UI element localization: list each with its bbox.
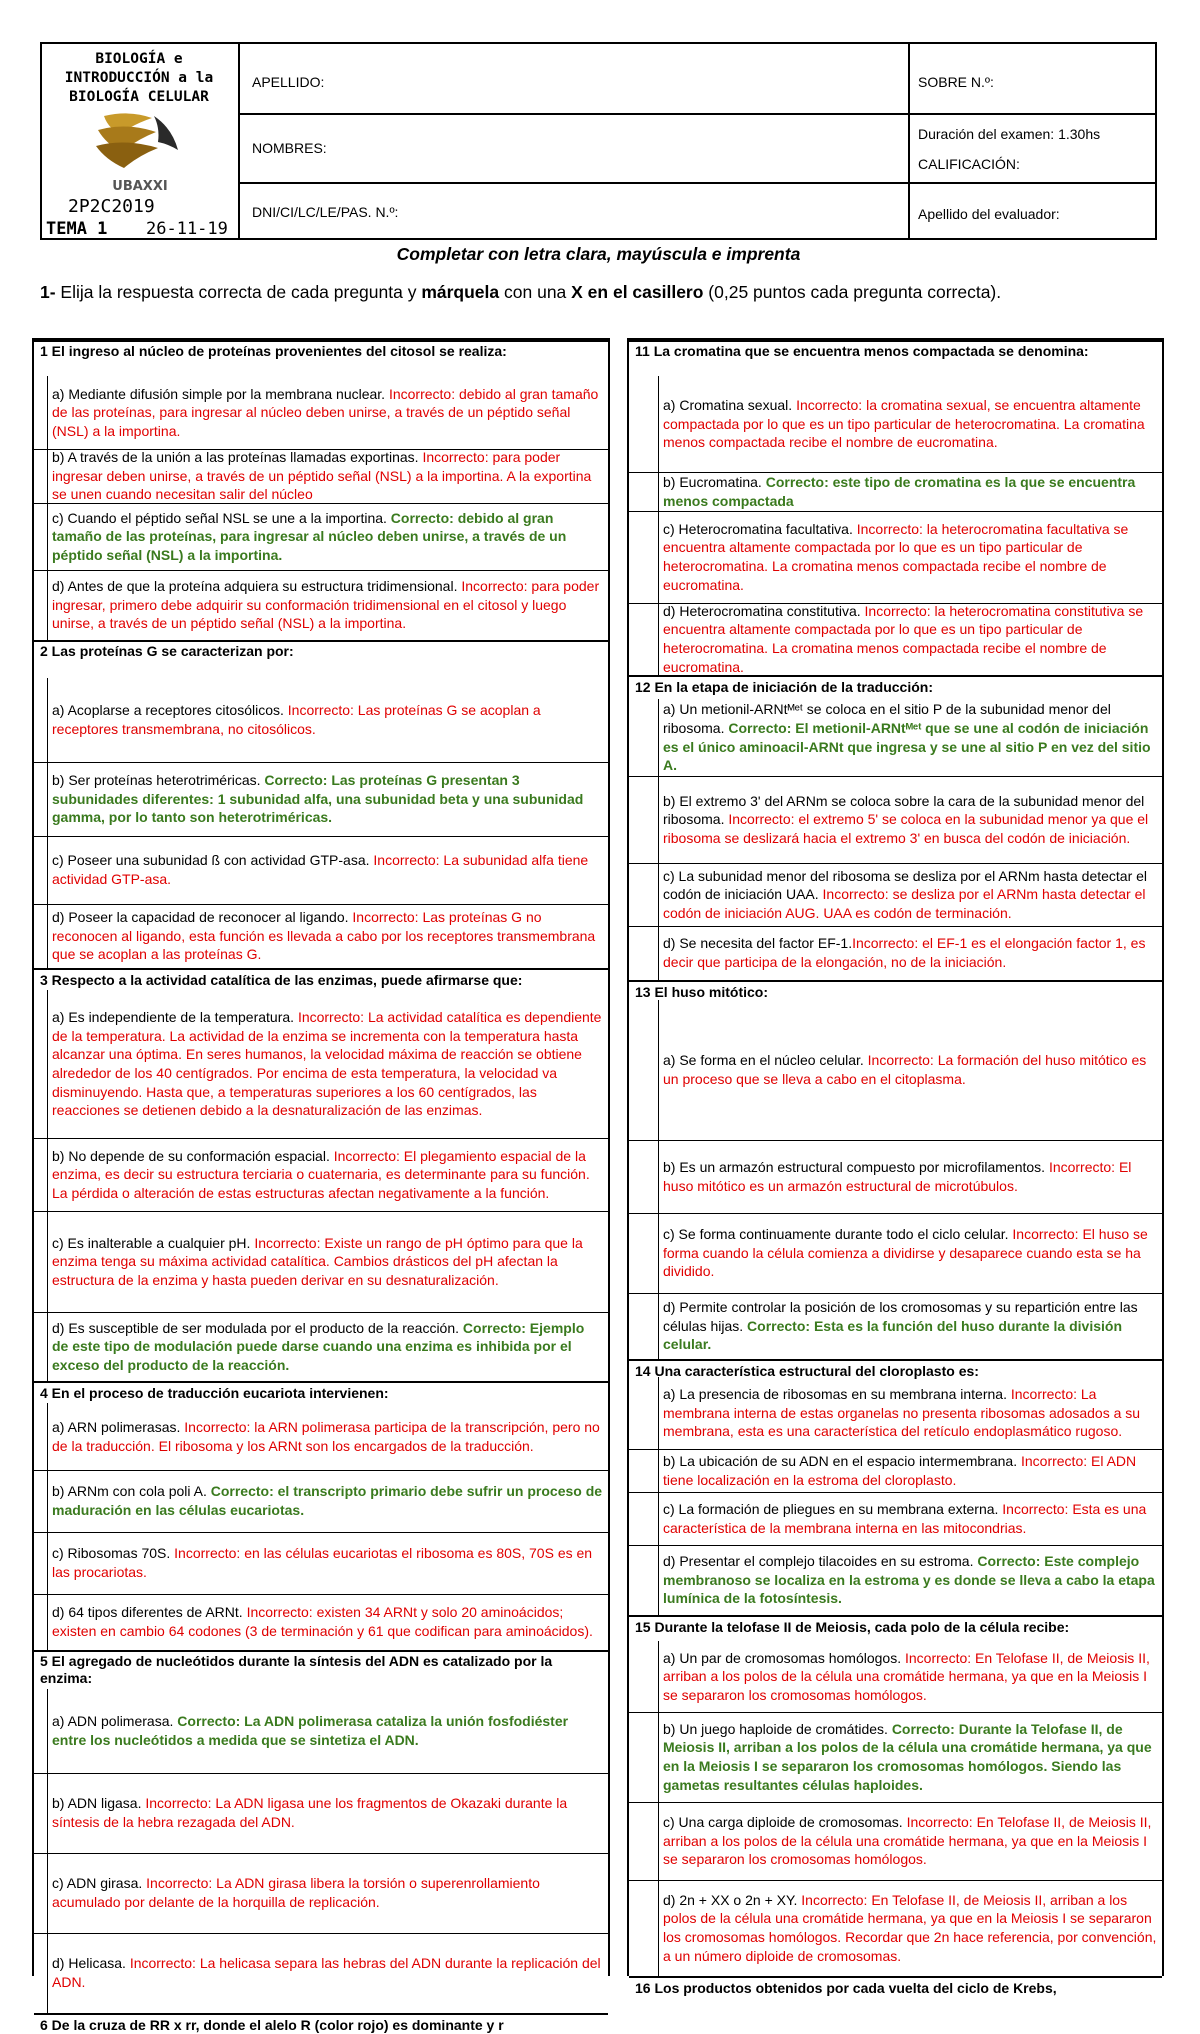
option-text: d) Heterocromatina constitutiva. xyxy=(663,602,865,619)
feedback-incorrect: Incorrecto: El huso se forma cuando la célula comienza a dividirse y desaparece cuando esta se ha dividido. xyxy=(663,1226,1148,1280)
feedback-incorrect: Incorrecto: en las células eucariotas el ribosoma es 80S, 70S es en las procariotas. xyxy=(52,1545,593,1580)
option-text: b) La ubicación de su ADN en el espacio intermembrana. xyxy=(663,1452,1021,1469)
exam-date: 26-11-19 xyxy=(146,219,228,239)
feedback-incorrect: Incorrecto: Esta es una característica de la membrana interna en las mitocondrias. xyxy=(663,1500,1147,1536)
answer-checkbox[interactable] xyxy=(34,836,48,904)
option-text: c) Poseer una subunidad ß con actividad GTP-asa. xyxy=(52,852,374,869)
option-text: a) ADN polimerasa. xyxy=(52,1713,178,1730)
option-text: b) ADN ligasa. xyxy=(52,1795,146,1812)
answer-option xyxy=(48,503,608,570)
answer-checkbox[interactable] xyxy=(34,904,48,968)
answer-option xyxy=(48,1403,608,1470)
answer-option xyxy=(659,699,1162,776)
answer-checkbox[interactable] xyxy=(629,699,659,776)
evaluador-label: Apellido del evaluador: xyxy=(918,206,1060,222)
feedback-correct: Correcto: Este complejo membranoso se localiza en la estroma y es donde se lleva a cabo la etapa lumínica de la fotosíntesis. xyxy=(663,1553,1155,1607)
feedback-incorrect: Incorrecto: La ADN girasa libera la torsión o superenrollamiento acumulado por delante de la horquilla de replicación. xyxy=(52,1875,540,1910)
question-1: 1 El ingreso al núcleo de proteínas provenientes del citosol se realiza: xyxy=(34,340,608,376)
feedback-incorrect: Incorrecto: Las proteínas G se acoplan a receptores transmembrana, no citosólicos. xyxy=(52,702,541,737)
answer-option xyxy=(48,1138,608,1211)
option-text: d) Se necesita del factor EF-1. xyxy=(663,935,853,952)
answer-option xyxy=(48,1773,608,1853)
answer-option xyxy=(659,1293,1162,1359)
option-text: d) Es susceptible de ser modulada por el producto de la reacción. xyxy=(52,1319,463,1336)
option-text: c) La subunidad menor del ribosoma se desliza por el ARNm hasta detectar el codón de iniciación UAA. xyxy=(663,867,1148,903)
option-text: a) Un par de cromosomas homólogos. xyxy=(663,1649,905,1666)
feedback-incorrect: Incorrecto: El plegamiento espacial de la enzima, es decir su estructura terciaria o cuaternaria, es determinante para su función. La pérdida o alteración de estas estructuras afectan negativamente a la función. xyxy=(52,1147,590,1201)
feedback-correct: Correcto: Ejemplo de este tipo de modulación puede darse cuando una enzima es inhibida por el exceso del producto de la reacción. xyxy=(52,1319,585,1373)
option-text: c) Heterocromatina facultativa. xyxy=(663,520,857,537)
option-text: a) Mediante difusión simple por la membrana nuclear. xyxy=(52,385,389,402)
answer-option xyxy=(48,678,608,762)
question-15: 15 Durante la telofase II de Meiosis, cada polo de la célula recibe: xyxy=(629,1615,1162,1641)
answer-checkbox[interactable] xyxy=(34,678,48,762)
feedback-incorrect: Incorrecto: el extremo 5' se coloca en la subunidad menor ya que el ribosoma se deslizará hacia el extremo 3' en busca del codón de iniciación. xyxy=(663,811,1149,846)
feedback-incorrect: Incorrecto: debido al gran tamaño de las proteínas, para ingresar al núcleo deben unirse, a través de un péptido señal (NSL) a la importina. xyxy=(52,385,599,439)
answer-checkbox[interactable] xyxy=(34,990,48,1138)
question-4: 4 En el proceso de traducción eucariota intervienen: xyxy=(34,1381,608,1403)
answer-option xyxy=(659,863,1162,926)
answer-option xyxy=(659,1377,1162,1449)
feedback-incorrect: Incorrecto: La formación del huso mitótico es un proceso que se lleva a cabo en el citoplasma. xyxy=(663,1052,1147,1087)
answer-checkbox[interactable] xyxy=(629,1449,659,1492)
answer-checkbox[interactable] xyxy=(629,926,659,980)
answer-checkbox[interactable] xyxy=(34,1853,48,1933)
answer-option xyxy=(659,926,1162,980)
option-text: c) Ribosomas 70S. xyxy=(52,1545,175,1562)
answer-option xyxy=(659,1880,1162,1976)
logo-text: UBAXXI xyxy=(112,179,168,194)
answer-option xyxy=(48,904,608,968)
answer-checkbox[interactable] xyxy=(629,376,659,472)
answer-option xyxy=(659,1140,1162,1213)
option-text: c) Se forma continuamente durante todo el ciclo celular. xyxy=(663,1226,1013,1243)
feedback-incorrect: Incorrecto: para poder ingresar, primero debe adquirir su conformación tridimensional en el citosol y luego unirse, a través de un péptido señal (NSL) a la importina. xyxy=(52,578,600,632)
answer-checkbox[interactable] xyxy=(629,776,659,863)
answer-checkbox[interactable] xyxy=(629,1880,659,1976)
calificacion-label: CALIFICACIÓN: xyxy=(918,156,1020,172)
answer-checkbox[interactable] xyxy=(629,1293,659,1359)
answer-checkbox[interactable] xyxy=(34,1470,48,1532)
answer-checkbox[interactable] xyxy=(34,1312,48,1381)
answer-option xyxy=(659,1641,1162,1712)
feedback-incorrect: Incorrecto: para poder ingresar deben unirse, a través de un péptido señal (NSL) a la importina. A la exportina se unen cuando necesitan salir del núcleo xyxy=(52,449,592,503)
questions-left-column xyxy=(32,338,610,2033)
answer-checkbox[interactable] xyxy=(629,472,659,511)
option-text: d) Poseer la capacidad de reconocer al ligando. xyxy=(52,909,353,926)
feedback-incorrect: Incorrecto: En Telofase II, de Meiosis II, arriban a los polos de la célula una cromátide hermana, ya que en la Meiosis I se separaron los cromosomas homólogos. xyxy=(663,1814,1152,1868)
header-rule xyxy=(238,113,1155,115)
answer-option xyxy=(48,1689,608,1773)
answer-checkbox[interactable] xyxy=(629,1000,659,1140)
answer-checkbox[interactable] xyxy=(629,603,659,675)
feedback-incorrect: Incorrecto: La ADN ligasa une los fragmentos de Okazaki durante la síntesis de la hebra rezagada del ADN. xyxy=(52,1795,568,1830)
option-text: c) Es inalterable a cualquier pH. xyxy=(52,1234,255,1251)
feedback-incorrect: Incorrecto: En Telofase II, de Meiosis II, arriban a los polos de la célula una cromátide hermana, ya que en la Meiosis I se separaron los cromosomas homólogos. Recordar que 2n hace referencia, por convención, a un número diploide de cromosomas. xyxy=(663,1891,1157,1964)
answer-checkbox[interactable] xyxy=(629,1213,659,1293)
feedback-incorrect: Incorrecto: el EF-1 es el elongación factor 1, es decir que participa de la elongación, no de la iniciación. xyxy=(663,935,1146,970)
option-text: b) ARNm con cola poli A. xyxy=(52,1483,211,1500)
answer-checkbox[interactable] xyxy=(34,1138,48,1211)
question-14: 14 Una característica estructural del cloroplasto es: xyxy=(629,1359,1162,1377)
feedback-incorrect: Incorrecto: se desliza por el ARNm hasta detectar el codón de iniciación AUG. UAA es codón de terminación. xyxy=(663,886,1146,921)
answer-option xyxy=(48,376,608,449)
answer-checkbox[interactable] xyxy=(629,1140,659,1213)
feedback-incorrect: Incorrecto: la heterocromatina facultativa se encuentra altamente compactada por lo que es un tipo particular de heterocromatina. La cromatina menos compactada recibe el nombre de eucromatina. xyxy=(663,520,1129,593)
feedback-incorrect: Incorrecto: existen 34 ARNt y solo 20 aminoácidos; existen en cambio 64 codones (3 de terminación y 61 que codifican para aminoácidos). xyxy=(52,1604,593,1639)
exam-tema: TEMA 1 xyxy=(46,219,108,239)
duracion-label: Duración del examen: 1.30hs xyxy=(918,126,1101,142)
option-text: d) Helicasa. xyxy=(52,1955,130,1972)
apellido-label: APELLIDO: xyxy=(252,74,325,90)
question-12: 12 En la etapa de iniciación de la traducción: xyxy=(629,675,1162,699)
answer-option xyxy=(659,1712,1162,1802)
answer-option xyxy=(48,762,608,836)
exam-header xyxy=(40,42,1157,240)
answer-checkbox[interactable] xyxy=(629,511,659,603)
option-text: c) ADN girasa. xyxy=(52,1875,147,1892)
answer-option xyxy=(659,776,1162,863)
answer-checkbox[interactable] xyxy=(34,762,48,836)
answer-checkbox[interactable] xyxy=(629,1712,659,1802)
feedback-incorrect: Incorrecto: La subunidad alfa tiene actividad GTP-asa. xyxy=(52,852,589,887)
nombres-label: NOMBRES: xyxy=(252,140,327,156)
answer-checkbox[interactable] xyxy=(629,1802,659,1880)
option-text: a) Es independiente de la temperatura. xyxy=(52,1009,298,1026)
answer-option xyxy=(659,1449,1162,1492)
option-text: c) Una carga diploide de cromosomas. xyxy=(663,1814,907,1831)
answer-option xyxy=(659,376,1162,472)
option-text: d) Antes de que la proteína adquiera su estructura tridimensional. xyxy=(52,578,462,595)
instructions: Completar con letra clara, mayúscula e imprenta xyxy=(396,244,801,264)
answer-option xyxy=(659,1802,1162,1880)
answer-option xyxy=(48,449,608,503)
option-text: a) Acoplarse a receptores citosólicos. xyxy=(52,702,288,719)
feedback-correct: Correcto: La ADN polimerasa cataliza la unión fosfodiéster entre los nucleótidos a medida que se sintetiza el ADN. xyxy=(52,1713,569,1748)
option-text: b) El extremo 3' del ARNm se coloca sobre la cara de la subunidad menor del ribosoma. xyxy=(663,792,1145,828)
option-text: a) La presencia de ribosomas en su membrana interna. xyxy=(663,1386,1011,1403)
option-text: b) No depende de su conformación espacial. xyxy=(52,1147,334,1164)
option-text: a) Un metionil-ARNtᴹᵉᵗ se coloca en el sitio P de la subunidad menor del ribosoma. xyxy=(663,701,1111,736)
feedback-incorrect: Incorrecto: El huso mitótico es un armazón estructural de microtúbulos. xyxy=(663,1158,1132,1194)
subject-title: BIOLOGÍA e INTRODUCCIÓN a la BIOLOGÍA CELULAR xyxy=(64,51,214,105)
option-text: b) Eucromatina. xyxy=(663,473,766,490)
feedback-incorrect: Incorrecto: La membrana interna de estas organelas no presenta ribosomas adosados a su membrana, esta es una característica del retículo endoplasmático rugoso. xyxy=(663,1386,1141,1440)
option-text: d) 2n + XX o 2n + XY. xyxy=(663,1891,802,1908)
answer-option xyxy=(48,1470,608,1532)
answer-checkbox[interactable] xyxy=(629,1641,659,1712)
answer-option xyxy=(48,1853,608,1933)
feedback-correct: Correcto: este tipo de cromatina es la que se encuentra menos compactada xyxy=(663,473,1136,509)
answer-checkbox[interactable] xyxy=(629,1545,659,1615)
exercise-statement: 1- Elija la respuesta correcta de cada pregunta y márquela con una X en el casillero (0,25 puntos cada pregunta correcta). xyxy=(40,282,1002,302)
option-text: b) Un juego haploide de cromátides. xyxy=(663,1720,892,1737)
answer-option xyxy=(659,1492,1162,1545)
feedback-correct: Correcto: Las proteínas G presentan 3 subunidades diferentes: 1 subunidad alfa, una subunidad beta y una subunidad gamma, por lo tanto son heterotriméricas. xyxy=(52,772,584,826)
question-5: 5 El agregado de nucleótidos durante la síntesis del ADN es catalizado por la enzima: xyxy=(34,1650,608,1689)
answer-option xyxy=(659,472,1162,511)
header-divider xyxy=(908,44,911,238)
feedback-correct: Correcto: Durante la Telofase II, de Meiosis II, arriban a los polos de la célula una cromátide hermana, ya que en la Meiosis I se separaron los cromosomas homólogos. Siendo las gametas resultantes células haploides. xyxy=(663,1720,1152,1793)
feedback-incorrect: Incorrecto: la ARN polimerasa participa de la transcripción, pero no de la traducción. El ribosoma y los ARNt son los encargados de la traducción. xyxy=(52,1418,600,1454)
answer-checkbox[interactable] xyxy=(34,1594,48,1650)
answer-checkbox[interactable] xyxy=(34,449,48,503)
option-text: a) Cromatina sexual. xyxy=(663,397,797,414)
answer-option xyxy=(48,1933,608,2013)
header-rule xyxy=(238,182,1155,184)
option-text: c) Cuando el péptido señal NSL se une a la importina. xyxy=(52,509,391,526)
answer-checkbox[interactable] xyxy=(34,376,48,449)
option-text: b) Es un armazón estructural compuesto por microfilamentos. xyxy=(663,1158,1049,1175)
answer-checkbox[interactable] xyxy=(34,570,48,640)
answer-checkbox[interactable] xyxy=(34,1532,48,1594)
questions-right-column xyxy=(627,338,1164,1996)
option-text: d) Permite controlar la posición de los cromosomas y su repartición entre las células hijas. xyxy=(663,1299,1138,1334)
answer-checkbox[interactable] xyxy=(34,1933,48,2013)
option-text: d) Presentar el complejo tilacoides en su estroma. xyxy=(663,1553,978,1570)
feedback-incorrect: Incorrecto: Existe un rango de pH óptimo para que la enzima tenga su máxima actividad catalítica. Cambios drásticos del pH afectan la estructura de la enzima y hasta pueden derivar en su desnaturalización. xyxy=(52,1234,583,1288)
answer-option xyxy=(659,1000,1162,1140)
option-text: d) 64 tipos diferentes de ARNt. xyxy=(52,1604,247,1621)
answer-checkbox[interactable] xyxy=(34,1689,48,1773)
feedback-incorrect: Incorrecto: La actividad catalítica es dependiente de la temperatura. La actividad de la enzima se incrementa con la temperatura hasta alcanzar una óptima. En seres humanos, la velocidad máxima de reacción se obtiene alrededor de los 40 centígrados. Por encima de esta temperatura, la velocidad va disminuyendo. Hasta que, a temperaturas superiores a los 60 centígrados, las reacciones se detienen debido a la desnaturalización de las enzimas. xyxy=(52,1009,602,1119)
answer-checkbox[interactable] xyxy=(34,1211,48,1312)
answer-option xyxy=(659,511,1162,603)
option-text: a) Se forma en el núcleo celular. xyxy=(663,1052,868,1069)
answer-checkbox[interactable] xyxy=(629,1492,659,1545)
answer-checkbox[interactable] xyxy=(34,503,48,570)
answer-checkbox[interactable] xyxy=(629,863,659,926)
question-16: 16 Los productos obtenidos por cada vuelta del ciclo de Krebs, xyxy=(629,1976,1162,1996)
feedback-incorrect: Incorrecto: la heterocromatina constitutiva se encuentra altamente compactada por lo que es un tipo particular de heterocromatina. La cromatina menos compactada recibe el nombre de eucromatina. xyxy=(663,602,1144,675)
answer-option xyxy=(659,603,1162,675)
option-text: b) A través de la unión a las proteínas llamadas exportinas. xyxy=(52,449,423,466)
feedback-incorrect: Incorrecto: El ADN tiene localización en la estroma del cloroplasto. xyxy=(663,1452,1137,1488)
feedback-correct: Correcto: Esta es la función del huso durante la división celular. xyxy=(663,1317,1123,1353)
question-2: 2 Las proteínas G se caracterizan por: xyxy=(34,640,608,676)
feedback-incorrect: Incorrecto: la cromatina sexual, se encuentra altamente compactada por lo que es un tipo particular de heterocromatina. La cromatina menos compactada recibe el nombre de eucromatina. xyxy=(663,397,1145,451)
ubaxxi-logo-icon xyxy=(90,110,190,196)
feedback-incorrect: Incorrecto: En Telofase II, de Meiosis II, arriban a los polos de la célula una cromátide hermana, ya que en la Meiosis I se separaron los cromosomas homólogos. xyxy=(663,1649,1150,1703)
answer-option xyxy=(48,1312,608,1381)
answer-checkbox[interactable] xyxy=(629,1377,659,1449)
answer-option xyxy=(48,570,608,640)
exam-code: 2P2C2019 xyxy=(68,196,155,217)
feedback-incorrect: Incorrecto: Las proteínas G no reconocen al ligando, esta función es llevada a cabo por los receptores transmembrana que se acoplan a las proteínas G. xyxy=(52,909,596,963)
option-text: c) La formación de pliegues en su membrana externa. xyxy=(663,1500,1003,1517)
question-13: 13 El huso mitótico: xyxy=(629,980,1162,1000)
sobre-label: SOBRE N.º: xyxy=(918,74,994,90)
question-11: 11 La cromatina que se encuentra menos compactada se denomina: xyxy=(629,340,1162,376)
answer-option xyxy=(48,836,608,904)
answer-option xyxy=(659,1213,1162,1293)
feedback-correct: Correcto: El metionil-ARNtᴹᵉᵗ que se une al codón de iniciación es el único aminoacil-ARNt que ingresa y se une al sitio P en vez del sitio A. xyxy=(663,719,1151,774)
feedback-incorrect: Incorrecto: La helicasa separa las hebras del ADN durante la replicación del ADN. xyxy=(52,1955,601,1990)
option-text: b) Ser proteínas heterotriméricas. xyxy=(52,772,265,789)
dni-label: DNI/CI/LC/LE/PAS. N.º: xyxy=(252,204,399,220)
answer-checkbox[interactable] xyxy=(34,1403,48,1470)
option-text: a) ARN polimerasas. xyxy=(52,1418,185,1435)
question-3: 3 Respecto a la actividad catalítica de las enzimas, puede afirmarse que: xyxy=(34,968,608,990)
question-6: 6 De la cruza de RR x rr, donde el alelo R (color rojo) es dominante y r xyxy=(34,2013,608,2033)
answer-checkbox[interactable] xyxy=(34,1773,48,1853)
answer-option xyxy=(48,990,608,1138)
answer-option xyxy=(48,1532,608,1594)
feedback-correct: Correcto: debido al gran tamaño de las proteínas, para ingresar al núcleo deben unirse, a través de un péptido señal (NSL) a la importina. xyxy=(52,509,567,563)
answer-option xyxy=(48,1211,608,1312)
answer-option xyxy=(659,1545,1162,1615)
answer-option xyxy=(48,1594,608,1650)
feedback-correct: Correcto: el transcripto primario debe sufrir un proceso de maduración en las células eucariotas. xyxy=(52,1483,603,1518)
